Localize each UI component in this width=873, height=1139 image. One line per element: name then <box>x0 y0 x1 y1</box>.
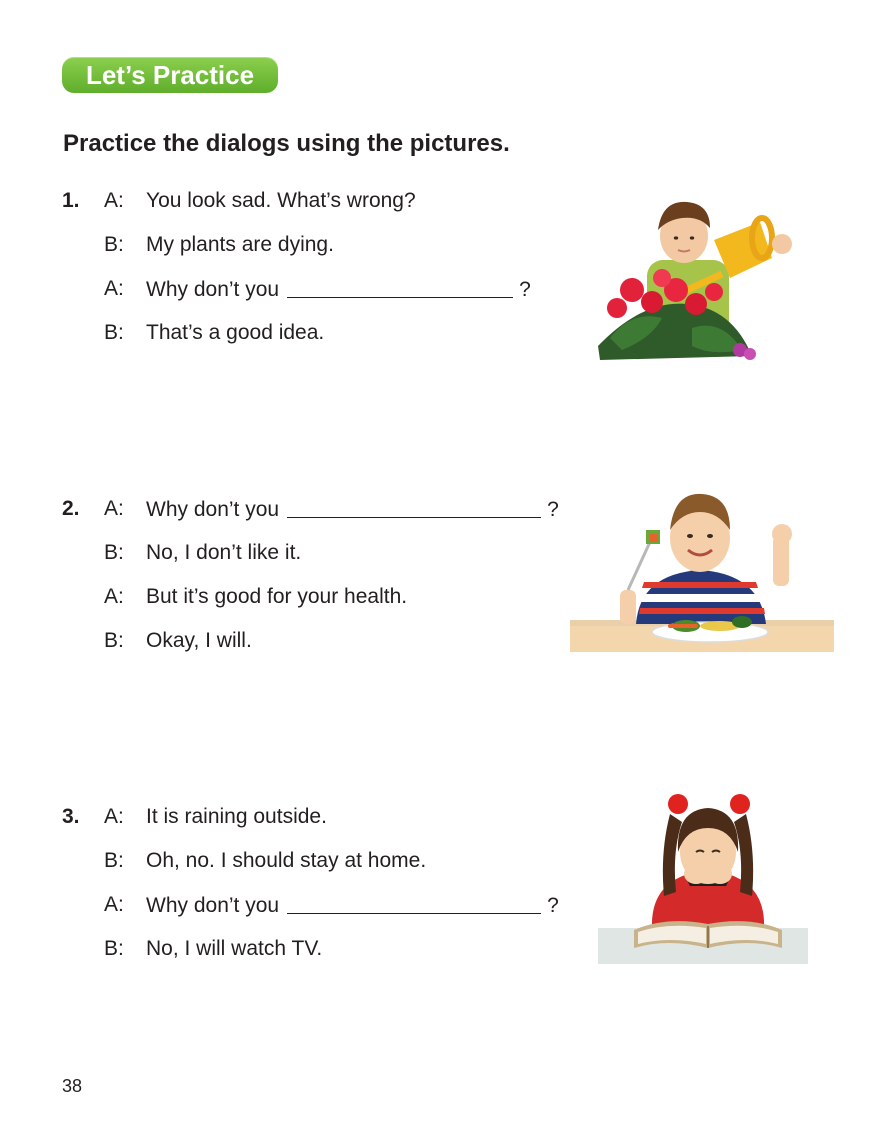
speaker-label: B: <box>104 629 124 652</box>
dialog-line-text: Why don’t you <box>146 498 280 521</box>
speaker-label: A: <box>104 277 124 300</box>
dialog-line: You look sad. What’s wrong? <box>146 189 416 212</box>
boy-eating-vegetables-image <box>570 486 834 652</box>
dialog-line-with-blank <box>146 497 559 522</box>
girl-with-book-image <box>598 792 808 964</box>
dialog-line-with-blank <box>146 277 531 302</box>
speaker-label: A: <box>104 805 124 828</box>
page-number: 38 <box>62 1076 83 1096</box>
speaker-label: B: <box>104 233 124 256</box>
speaker-label: B: <box>104 541 124 564</box>
question-mark: ? <box>547 498 559 521</box>
dialog-number: 3. <box>62 805 80 828</box>
dialog-line: No, I will watch TV. <box>146 937 323 960</box>
dialog-number: 2. <box>62 497 80 520</box>
speaker-label: B: <box>104 937 124 960</box>
dialog-line: My plants are dying. <box>146 233 334 256</box>
answer-blank[interactable] <box>287 497 541 518</box>
speaker-label: A: <box>104 585 124 608</box>
answer-blank[interactable] <box>287 893 541 914</box>
dialog-line: Oh, no. I should stay at home. <box>146 849 427 872</box>
speaker-label: A: <box>104 893 124 916</box>
dialog-line-text: Why don’t you <box>146 894 280 917</box>
speaker-label: B: <box>104 849 124 872</box>
dialog-number: 1. <box>62 189 80 212</box>
question-mark: ? <box>547 894 559 917</box>
answer-blank[interactable] <box>287 277 513 298</box>
speaker-label: A: <box>104 497 124 520</box>
section-badge: Let’s Practice <box>62 57 278 93</box>
dialog-line-with-blank <box>146 893 559 918</box>
instruction-text: Practice the dialogs using the pictures. <box>63 130 510 157</box>
dialog-line: But it’s good for your health. <box>146 585 408 608</box>
dialog-line-text: Why don’t you <box>146 278 280 301</box>
speaker-label: A: <box>104 189 124 212</box>
dialog-line: That’s a good idea. <box>146 321 325 344</box>
dialog-line: It is raining outside. <box>146 805 327 828</box>
question-mark: ? <box>519 278 531 301</box>
boy-watering-plants-image <box>592 178 797 368</box>
dialog-line: No, I don’t like it. <box>146 541 302 564</box>
dialog-line: Okay, I will. <box>146 629 252 652</box>
speaker-label: B: <box>104 321 124 344</box>
